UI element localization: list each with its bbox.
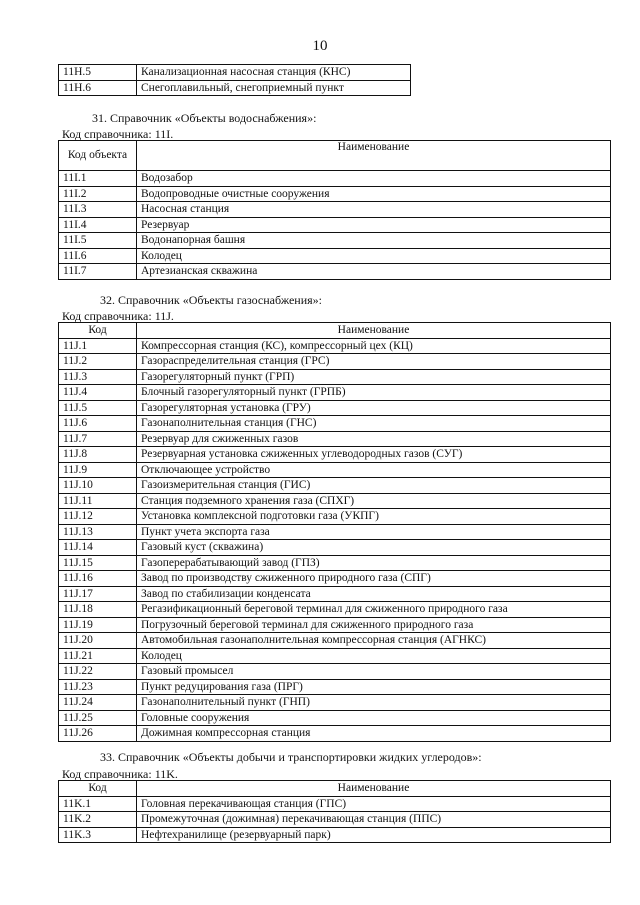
row-name: Канализационная насосная станция (КНС) [137,65,411,81]
row-code: 11J.7 [59,431,137,447]
table-row [59,633,611,649]
row-code: 11J.9 [59,462,137,478]
row-code: 11J.5 [59,400,137,416]
table-row [59,555,611,571]
row-name: Резервуар [137,217,611,233]
section-31-code-label: Код справочника: 11I. [62,127,174,141]
row-name: Пункт учета экспорта газа [137,524,611,540]
table-row [59,354,611,370]
row-code: 11J.3 [59,369,137,385]
table-row [59,338,611,354]
row-code: 11J.23 [59,679,137,695]
row-code: 11J.22 [59,664,137,680]
row-code: 11I.4 [59,217,137,233]
row-code: 11J.19 [59,617,137,633]
row-code: 11J.11 [59,493,137,509]
row-code: 11J.10 [59,478,137,494]
table-row [59,664,611,680]
row-name: Газовый промысел [137,664,611,680]
table-row [59,431,611,447]
row-code: 11I.2 [59,186,137,202]
row-name: Установка комплексной подготовки газа (УКПГ) [137,509,611,525]
row-name: Регазификационный береговой терминал для сжиженного природного газа [137,602,611,618]
section-33-code-label: Код справочника: 11K. [62,767,178,781]
row-name: Газонаполнительная станция (ГНС) [137,416,611,432]
row-code: 11I.1 [59,171,137,187]
table-row [59,264,611,280]
column-header-code: Код [59,781,137,797]
row-code: 11J.6 [59,416,137,432]
row-name: Колодец [137,248,611,264]
table-row [59,447,611,463]
row-name: Резервуар для сжиженных газов [137,431,611,447]
row-name: Газорегуляторная установка (ГРУ) [137,400,611,416]
row-name: Дожимная компрессорная станция [137,726,611,742]
table-row [59,416,611,432]
table-row [59,509,611,525]
table-row [59,233,611,249]
column-header-name: Наименование [137,141,611,171]
row-code: 11J.20 [59,633,137,649]
row-name: Водонапорная башня [137,233,611,249]
row-name: Погрузочный береговой терминал для сжиженного природного газа [137,617,611,633]
table-row [59,202,611,218]
row-code: 11K.3 [59,827,137,843]
table-row [59,171,611,187]
table-row [59,726,611,742]
row-name: Нефтехранилище (резервуарный парк) [137,827,611,843]
table-row [59,617,611,633]
row-code: 11I.7 [59,264,137,280]
continuation-table [58,64,411,96]
section-32-code-label: Код справочника: 11J. [62,309,174,323]
column-header-name: Наименование [137,323,611,339]
table-row [59,571,611,587]
row-code: 11J.17 [59,586,137,602]
row-name: Водозабор [137,171,611,187]
table-row [59,586,611,602]
row-name: Завод по стабилизации конденсата [137,586,611,602]
table-row [59,827,611,843]
section-31-heading: 31. Справочник «Объекты водоснабжения»: [92,111,317,125]
table-row [59,540,611,556]
table-row [59,812,611,828]
section-32-heading: 32. Справочник «Объекты газоснабжения»: [100,293,322,307]
row-code: 11J.4 [59,385,137,401]
row-name: Отключающее устройство [137,462,611,478]
row-name: Газорегуляторный пункт (ГРП) [137,369,611,385]
table-row [59,695,611,711]
row-name: Промежуточная (дожимная) перекачивающая станция (ППС) [137,812,611,828]
row-code: 11K.1 [59,796,137,812]
row-name: Снегоплавильный, снегоприемный пункт [137,80,411,96]
row-code: 11J.26 [59,726,137,742]
row-name: Завод по производству сжиженного природного газа (СПГ) [137,571,611,587]
row-name: Пункт редуцирования газа (ПРГ) [137,679,611,695]
row-code: 11H.6 [59,80,137,96]
row-name: Водопроводные очистные сооружения [137,186,611,202]
row-name: Блочный газорегуляторный пункт (ГРПБ) [137,385,611,401]
table-row [59,602,611,618]
row-code: 11J.15 [59,555,137,571]
table-row [59,80,411,96]
table-row [59,186,611,202]
row-code: 11H.5 [59,65,137,81]
row-code: 11J.16 [59,571,137,587]
table-row [59,679,611,695]
row-name: Головная перекачивающая станция (ГПС) [137,796,611,812]
row-code: 11I.5 [59,233,137,249]
row-name: Компрессорная станция (КС), компрессорный цех (КЦ) [137,338,611,354]
table-row [59,248,611,264]
row-name: Автомобильная газонаполнительная компрессорная станция (АГНКС) [137,633,611,649]
table-row [59,478,611,494]
row-code: 11I.3 [59,202,137,218]
row-name: Газонаполнительный пункт (ГНП) [137,695,611,711]
row-code: 11J.2 [59,354,137,370]
row-code: 11J.1 [59,338,137,354]
row-name: Газоизмерительная станция (ГИС) [137,478,611,494]
table-row [59,369,611,385]
section-33-heading: 33. Справочник «Объекты добычи и транспортировки жидких углеродов»: [100,750,482,764]
section-33-table [58,780,611,843]
row-name: Газовый куст (скважина) [137,540,611,556]
row-code: 11J.12 [59,509,137,525]
row-code: 11I.6 [59,248,137,264]
row-code: 11J.13 [59,524,137,540]
row-name: Резервуарная установка сжиженных углеводородных газов (СУГ) [137,447,611,463]
table-row [59,524,611,540]
table-row [59,710,611,726]
row-code: 11J.14 [59,540,137,556]
table-row [59,400,611,416]
table-row [59,796,611,812]
row-code: 11J.21 [59,648,137,664]
section-31-table [58,140,611,280]
row-name: Газоперерабатывающий завод (ГПЗ) [137,555,611,571]
row-name: Головные сооружения [137,710,611,726]
table-row [59,462,611,478]
row-code: 11J.18 [59,602,137,618]
column-header-code: Код объекта [59,141,137,171]
row-code: 11J.25 [59,710,137,726]
row-name: Станция подземного хранения газа (СПХГ) [137,493,611,509]
row-name: Колодец [137,648,611,664]
table-row [59,493,611,509]
row-name: Газораспределительная станция (ГРС) [137,354,611,370]
table-row [59,648,611,664]
table-row [59,217,611,233]
column-header-code: Код [59,323,137,339]
row-code: 11K.2 [59,812,137,828]
row-code: 11J.24 [59,695,137,711]
section-32-table [58,322,611,742]
page-number: 10 [312,38,328,54]
row-name: Артезианская скважина [137,264,611,280]
row-code: 11J.8 [59,447,137,463]
table-row [59,65,411,81]
column-header-name: Наименование [137,781,611,797]
row-name: Насосная станция [137,202,611,218]
table-row [59,385,611,401]
